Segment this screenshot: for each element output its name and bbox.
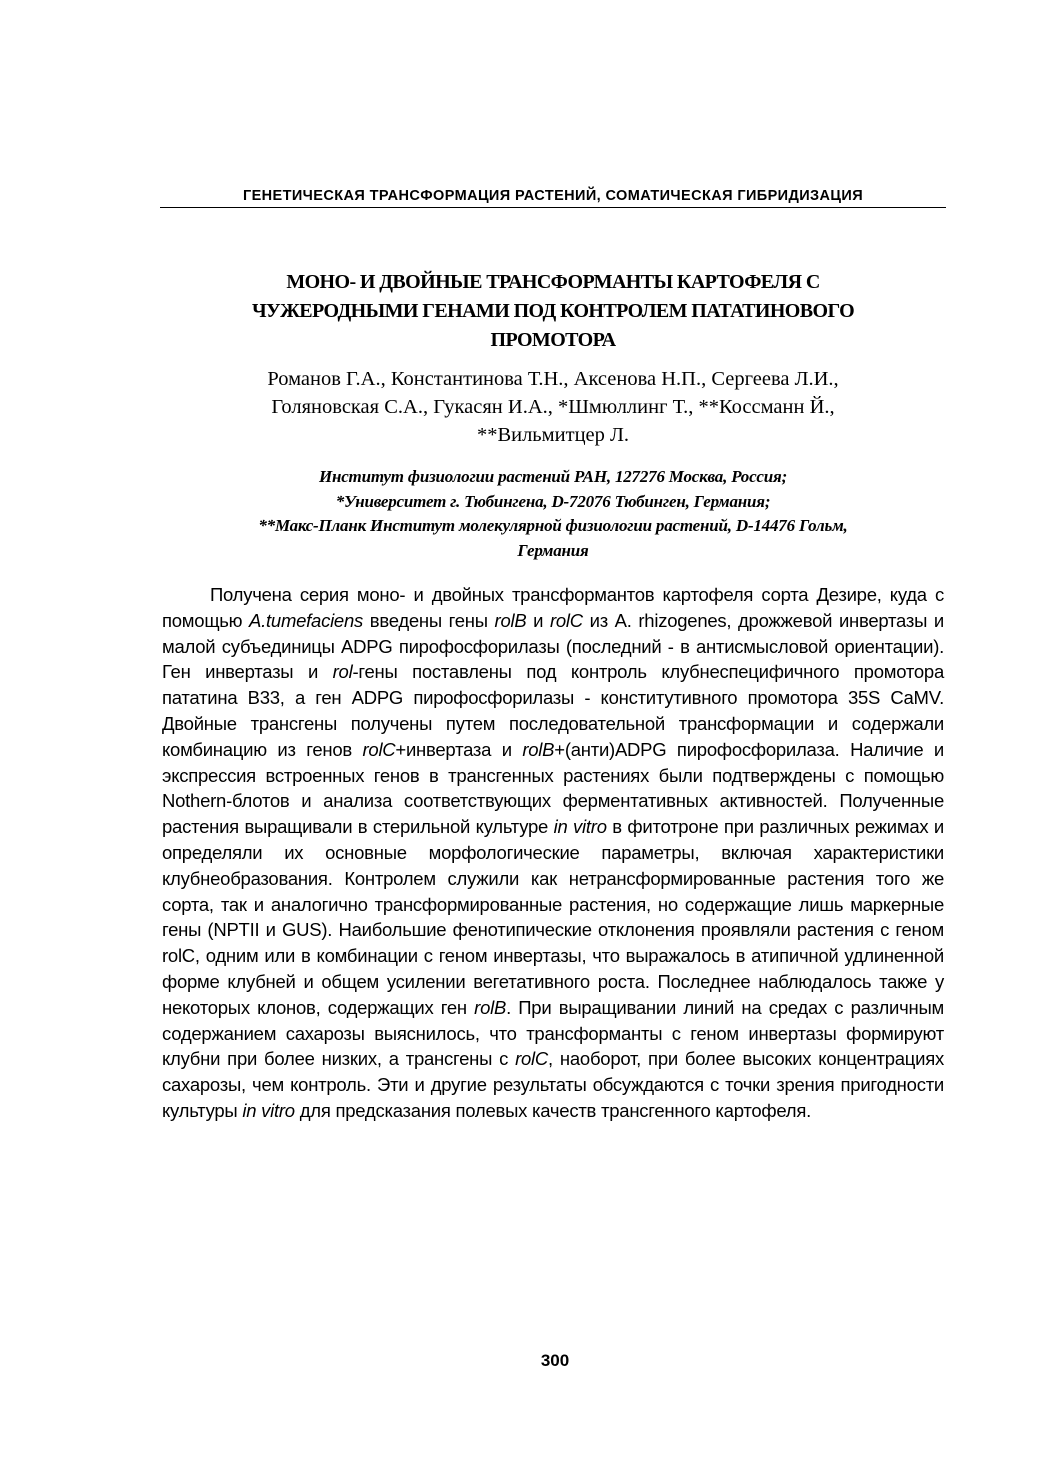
affiliation-line: **Макс-Планк Институт молекулярной физиологии растений, D-14476 Гольм,: [258, 516, 848, 535]
abstract-italic: rolB: [474, 996, 507, 1018]
running-header: ГЕНЕТИЧЕСКАЯ ТРАНСФОРМАЦИЯ РАСТЕНИЙ, СОМАТИЧЕСКАЯ ГИБРИДИЗАЦИЯ: [160, 188, 946, 208]
abstract-italic: A.tumefaciens: [249, 609, 364, 631]
title-line: ЧУЖЕРОДНЫМИ ГЕНАМИ ПОД КОНТРОЛЕМ ПАТАТИНОВОГО: [251, 300, 855, 322]
abstract-text: [162, 582, 944, 1124]
abstract-segment: +(анти)ADPG пирофосфорилаза. Наличие и экспрессия встроенных генов в трансгенных растениях были подтверждены с помощью Nothern-блотов и анализа соответствующих ферментативных активностей. Полученные растения выращивали в стерильной культуре: [162, 738, 944, 838]
abstract-italic: rolC: [549, 609, 583, 631]
abstract-segment: Получена серия моно- и двойных трансформантов картофеля сорта Дезире, куда с помощью: [162, 584, 944, 631]
abstract-segment: в фитотроне при различных режимах и определяли их основные морфологические параметры, включая характеристики клубнеобразования. Контролем служили как нетрансформированные растения того же сорта, так и аналогично трансформированные растения, но содержащие лишь маркерные гены (NPTII и GUS). Наибольшие фенотипические отклонения проявляли растения с геном rolC, одним или в комбинации с геном инвертазы, что выражалось в атипичной удлиненной форме клубней и общем усилении вегетативного роста. Последнее наблюдалось также у некоторых клонов, содержащих ген: [162, 816, 944, 1018]
abstract-segment: . При выращивании линий на средах с различным содержанием сахарозы выяснилось, что трансформанты с геном инвертазы формируют клубни при более низких, а трансгены с: [162, 996, 944, 1070]
author-line: Голяновская С.А., Гукасян И.А., *Шмюллинг Т., **Коссманн Й.,: [271, 396, 835, 418]
affiliation-line: *Университет г. Тюбингена, D-72076 Тюбинген, Германия;: [335, 491, 771, 511]
article-title: [160, 268, 946, 355]
abstract-italic: rolB: [522, 738, 555, 760]
abstract-italic: in vitro: [553, 816, 607, 838]
author-line: Романов Г.А., Константинова Т.Н., Аксенова Н.П., Сергеева Л.И.,: [267, 368, 839, 390]
abstract-italic: rolB: [494, 609, 527, 631]
abstract-segment: -гены поставлены под контроль клубнеспецифичного промотора пататина B33, а ген ADPG пирофосфорилазы - конститутивного промотора 35S CaMV. Двойные трансгены получены путем последовательной трансформации и содержали комбинацию из генов: [162, 661, 944, 760]
abstract-segment: из A. rhizogenes, дрожжевой инвертазы и малой субъединицы ADPG пирофосфорилазы (последний - в антисмысловой ориентации). Ген инвертазы и: [162, 609, 944, 683]
title-line: МОНО- И ДВОЙНЫЕ ТРАНСФОРМАНТЫ КАРТОФЕЛЯ С: [286, 271, 820, 293]
abstract-segment: , наоборот, при более высоких концентрациях сахарозы, чем контроль. Эти и другие результаты обсуждаются с точки зрения пригодности культуры: [162, 1048, 944, 1121]
page-number: 300: [540, 1351, 570, 1370]
abstract-segment: +инвертаза и: [395, 738, 523, 760]
affiliation-line: Германия: [517, 540, 589, 560]
abstract-italic: in vitro: [242, 1099, 295, 1121]
abstract-italic: rolC: [362, 738, 396, 760]
abstract-segment: и: [526, 609, 550, 631]
abstract-italic: rolC: [515, 1048, 549, 1070]
affiliation-line: Институт физиологии растений РАН, 127276 Москва, Россия;: [318, 467, 788, 486]
author-line: **Вильмитцер Л.: [476, 424, 630, 446]
abstract-segment: для предсказания полевых качеств трансгенного картофеля.: [294, 1099, 811, 1121]
abstract-segment: введены гены: [363, 609, 495, 631]
abstract-italic: rol: [332, 661, 353, 683]
title-line: ПРОМОТОРА: [490, 329, 616, 351]
affiliations: [160, 465, 946, 563]
author-list: [160, 365, 946, 449]
